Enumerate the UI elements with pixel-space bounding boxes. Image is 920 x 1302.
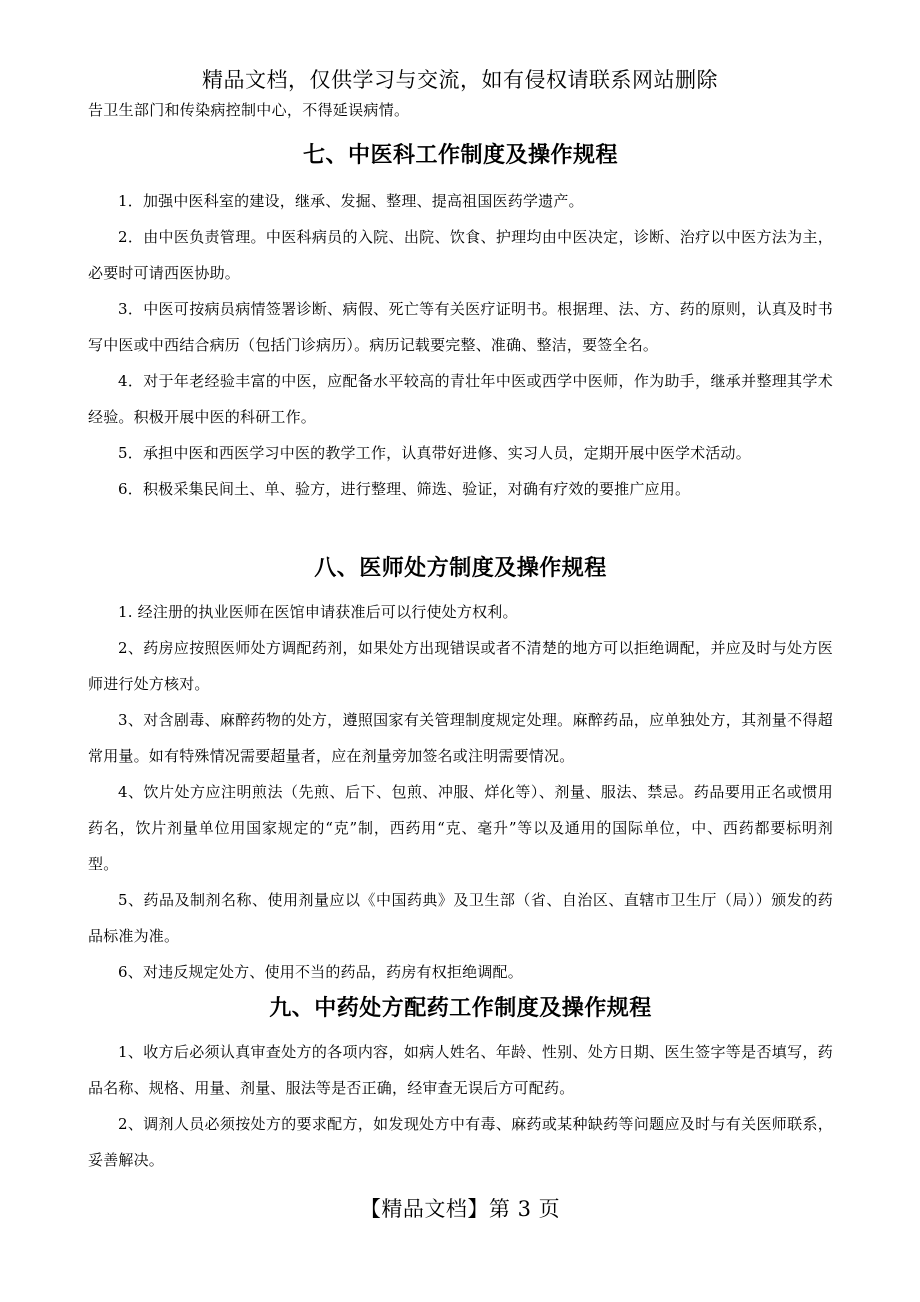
watermark-header: 精品文档，仅供学习与交流，如有侵权请联系网站删除 <box>202 68 718 92</box>
list-item: 2．由中医负责管理。中医科病员的入院、出院、饮食、护理均由中医决定，诊断、治疗以中医方法为主，必要时可请西医协助。 <box>88 228 833 282</box>
list-item: 4．对于年老经验丰富的中医，应配备水平较高的青壮年中医或西学中医师，作为助手，继承并整理其学术经验。积极开展中医的科研工作。 <box>88 372 833 426</box>
section-title: 九、中药处方配药工作制度及操作规程 <box>269 995 652 1021</box>
page-footer: 【精品文档】第 3 页 <box>359 1197 561 1221</box>
continuation-text: 告卫生部门和传染病控制中心，不得延误病情。 <box>88 101 410 119</box>
list-item: 1．加强中医科室的建设，继承、发掘、整理、提高祖国医药学遗产。 <box>118 192 584 210</box>
section-title: 八、医师处方制度及操作规程 <box>314 555 607 581</box>
list-item: 5．承担中医和西医学习中医的教学工作，认真带好进修、实习人员，定期开展中医学术活动。 <box>118 444 751 462</box>
section-9 <box>88 992 833 1178</box>
list-item: 2、调剂人员必须按处方的要求配方，如发现处方中有毒、麻药或某种缺药等问题应及时与有关医师联系，妥善解决。 <box>88 1115 833 1169</box>
list-item: 6．积极采集民间土、单、验方，进行整理、筛选、验证，对确有疗效的要推广应用。 <box>118 480 691 498</box>
section-8 <box>88 552 833 990</box>
list-item: 4、饮片处方应注明煎法（先煎、后下、包煎、冲服、烊化等）、剂量、服法、禁忌。药品要用正名或惯用药名，饮片剂量单位用国家规定的“克”制，西药用“克、毫升”等以及通用的国际单位，中、西药都要标明剂型。 <box>88 783 833 873</box>
list-item: 3．中医可按病员病情签署诊断、病假、死亡等有关医疗证明书。根据理、法、方、药的原则，认真及时书写中医或中西结合病历（包括门诊病历）。病历记载要完整、准确、整洁，要签全名。 <box>88 300 833 354</box>
list-item: 5、药品及制剂名称、使用剂量应以《中国药典》及卫生部（省、自治区、直辖市卫生厅（局））颁发的药品标准为准。 <box>88 891 833 945</box>
list-item: 2、药房应按照医师处方调配药剂，如果处方出现错误或者不清楚的地方可以拒绝调配，并应及时与处方医师进行处方核对。 <box>88 639 833 693</box>
list-item: 3、对含剧毒、麻醉药物的处方，遵照国家有关管理制度规定处理。麻醉药品，应单独处方，其剂量不得超常用量。如有特殊情况需要超量者，应在剂量旁加签名或注明需要情况。 <box>88 711 833 765</box>
section-title: 七、中医科工作制度及操作规程 <box>302 142 618 168</box>
document-body <box>88 98 833 1178</box>
list-item: 6、对违反规定处方、使用不当的药品，药房有权拒绝调配。 <box>118 963 523 981</box>
section-7 <box>88 139 833 507</box>
list-item: 1. 经注册的执业医师在医馆申请获准后可以行使处方权利。 <box>118 603 518 621</box>
list-item: 1、收方后必须认真审查处方的各项内容，如病人姓名、年龄、性别、处方日期、医生签字等是否填写，药品名称、规格、用量、剂量、服法等是否正确，经审查无误后方可配药。 <box>88 1043 833 1097</box>
